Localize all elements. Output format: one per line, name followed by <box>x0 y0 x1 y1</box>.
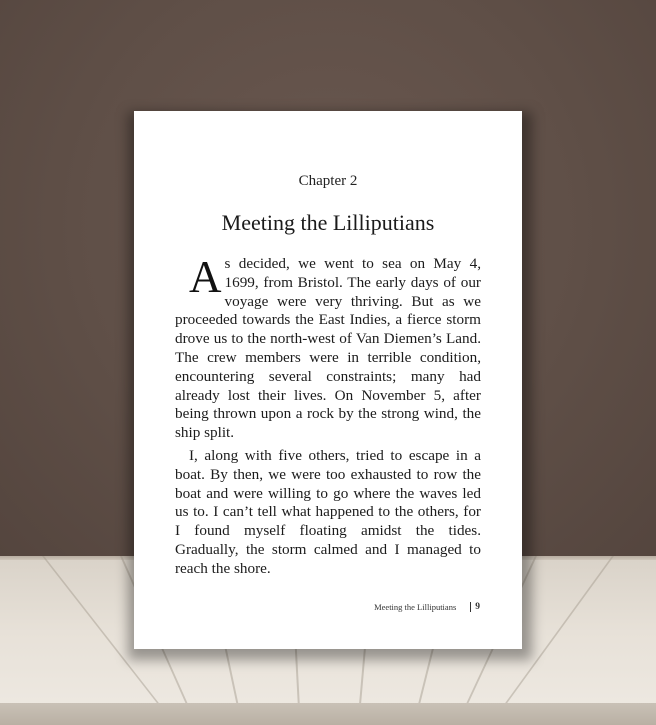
page-number: 9 <box>475 602 480 612</box>
footer-separator <box>470 602 471 612</box>
paragraph-1 <box>175 252 481 443</box>
body-text <box>175 252 481 579</box>
page-footer <box>374 602 480 612</box>
drop-cap: A <box>189 252 222 302</box>
paragraph-2: I, along with five others, tried to escape in a boat. By then, we were too exhausted to row the boat and were willing to go where the waves led us to. I can’t tell what happened to the others, for I found myself floating amidst the tides. Gradually, the storm calmed and I managed to reach the shore. <box>175 446 481 577</box>
paragraph-1-text: s decided, we went to sea on May 4, 1699, from Bristol. The early days of our voyage were very thriving. But as we proceeded towards the East Indies, a fierce storm drove us to the north-west of Van Diemen’s Land. The crew members were in terrible condition, encountering several constraints; many had already lost their lives. On November 5, after being thrown upon a rock by the strong wind, the ship split. <box>175 255 481 442</box>
chapter-title: Meeting the Lilliputians <box>221 210 435 235</box>
chapter-label: Chapter 2 <box>298 173 358 189</box>
footer-title: Meeting the Lilliputians <box>374 602 457 612</box>
book-page <box>134 111 522 649</box>
table-front-edge <box>0 703 656 725</box>
